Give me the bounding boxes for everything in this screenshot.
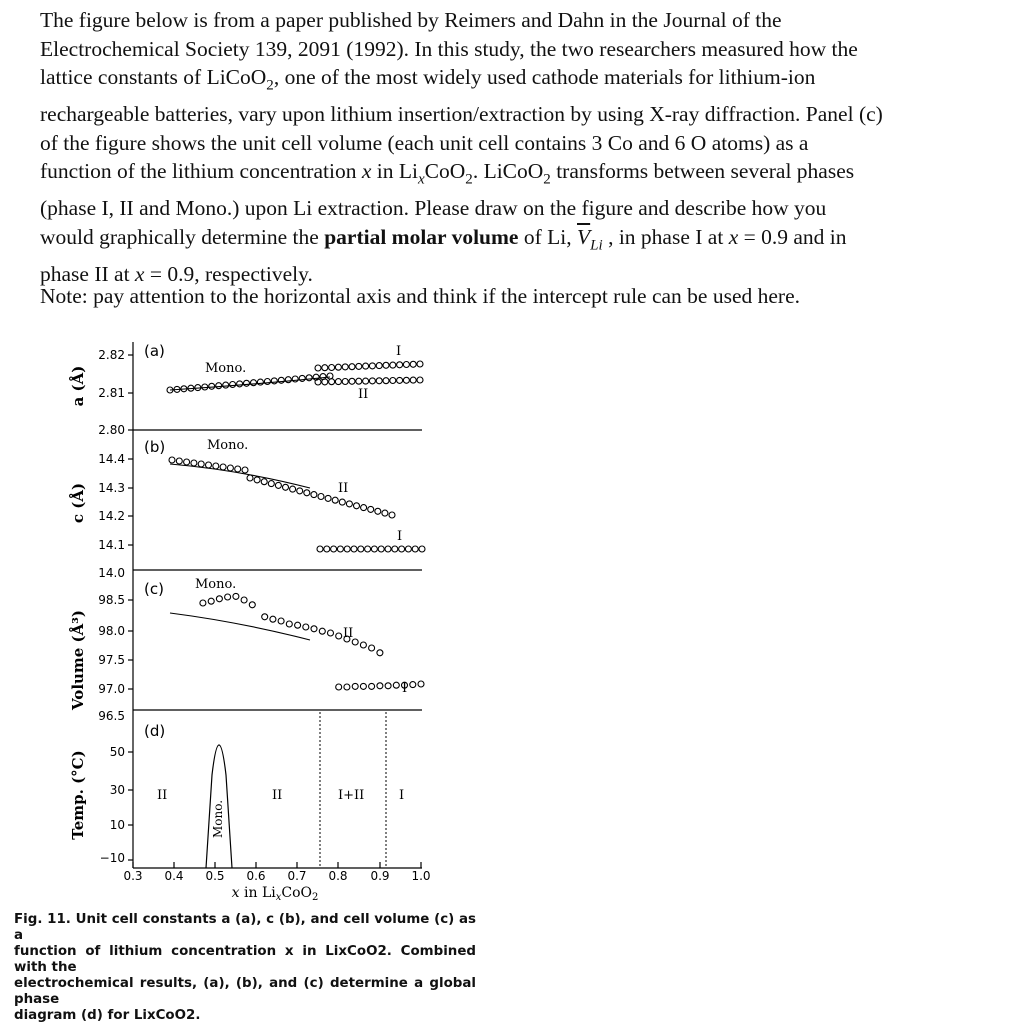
data-point-a	[397, 362, 403, 368]
data-point-a	[369, 378, 375, 384]
phase-label-mono: Mono.	[205, 361, 247, 376]
data-point-a	[356, 378, 362, 384]
data-point-a	[327, 373, 333, 379]
question-line: would graphically determine the partial molar volume of Li, $\overline{V}_{Li}$ , in phase I at x = 0.9 and in	[40, 224, 847, 254]
data-point-a	[292, 376, 298, 382]
data-point-b	[368, 506, 374, 512]
data-point-b	[227, 465, 233, 471]
data-point-b	[361, 505, 367, 511]
question-line: phase II at x = 0.9, respectively.	[40, 261, 313, 286]
data-point-a	[335, 379, 341, 385]
question-line: Electrochemical Society 139, 2091 (1992). In this study, the two researchers measured how the	[40, 36, 858, 61]
data-point-b	[412, 546, 418, 552]
question-line: The figure below is from a paper published by Reimers and Dahn in the Journal of the	[40, 8, 782, 32]
data-point-b	[311, 492, 317, 498]
data-point-b	[354, 503, 360, 509]
data-point-a	[244, 380, 250, 386]
x-tick: 0.6	[246, 869, 266, 883]
data-point-c	[295, 622, 301, 628]
a-tick: 2.81	[98, 386, 125, 400]
data-point-b	[184, 459, 190, 465]
data-point-b	[235, 466, 241, 472]
data-point-b	[275, 482, 281, 488]
phase-label-I-plus-II: I+II	[338, 788, 365, 803]
panel-label-b: (b)	[144, 438, 166, 456]
data-point-a	[363, 363, 369, 369]
data-point-c	[311, 626, 317, 632]
data-point-a	[390, 378, 396, 384]
data-point-b	[297, 488, 303, 494]
data-point-a	[342, 379, 348, 385]
data-point-c	[278, 618, 284, 624]
c-tick: 14.3	[98, 481, 125, 495]
data-point-c	[377, 650, 383, 656]
data-point-a	[363, 378, 369, 384]
data-point-a	[237, 381, 243, 387]
data-point-a	[306, 375, 312, 381]
lattice-figure	[0, 330, 480, 905]
phase-label-mono: Mono.	[207, 438, 249, 453]
c-tick: 14.2	[98, 509, 125, 523]
data-point-c	[336, 633, 342, 639]
data-point-b	[325, 495, 331, 501]
v-axis-label: Volume (Å³)	[69, 610, 87, 710]
data-point-b	[344, 546, 350, 552]
data-point-a	[417, 377, 423, 383]
x-tick: 0.7	[287, 869, 307, 883]
data-markers	[167, 361, 425, 690]
v-tick: 98.0	[98, 624, 125, 638]
t-tick: 50	[109, 745, 125, 759]
question-line: rechargeable batteries, vary upon lithium insertion/extraction by using X-ray diffraction. Panel (c)	[40, 102, 883, 127]
data-point-c	[369, 683, 375, 689]
caption-line: electrochemical results, (a), (b), and (c) determine a global phase	[14, 976, 476, 1007]
data-point-c	[216, 596, 222, 602]
data-point-c	[286, 621, 292, 627]
data-point-b	[254, 477, 260, 483]
data-point-b	[206, 462, 212, 468]
a-tick: 2.82	[98, 348, 125, 362]
data-point-b	[346, 501, 352, 507]
phase-label-I: I	[399, 788, 405, 803]
v-tick: 96.5	[98, 709, 125, 723]
data-point-c	[410, 682, 416, 688]
panel-label-a: (a)	[144, 342, 165, 360]
data-point-b	[337, 546, 343, 552]
note-text: Note: pay attention to the horizontal axis and think if the intercept rule can be used here.	[40, 284, 801, 308]
data-point-b	[268, 481, 274, 487]
phase-label-mono: Mono.	[211, 799, 225, 838]
data-point-a	[383, 378, 389, 384]
data-point-b	[261, 479, 267, 485]
data-point-c	[241, 597, 247, 603]
data-point-b	[176, 458, 182, 464]
caption-line: function of lithium concentration x in LixCoO2. Combined with the	[14, 944, 476, 975]
data-point-b	[339, 499, 345, 505]
figure-caption	[14, 912, 476, 1024]
data-point-b	[385, 546, 391, 552]
data-point-a	[322, 379, 328, 385]
phase-label-II: II	[272, 788, 283, 803]
phase-label-I: I	[396, 344, 402, 359]
data-point-c	[336, 684, 342, 690]
data-point-a	[329, 365, 335, 371]
data-point-b	[399, 546, 405, 552]
data-point-a	[356, 363, 362, 369]
data-point-a	[376, 378, 382, 384]
panel-label-c: (c)	[144, 580, 164, 598]
x-tick: 0.3	[123, 869, 143, 883]
data-point-a	[349, 364, 355, 370]
t-tick: 30	[109, 783, 125, 797]
panel-label-d: (d)	[144, 722, 166, 740]
data-point-a	[410, 377, 416, 383]
c-axis-label: c (Å)	[69, 482, 87, 524]
data-point-b	[419, 546, 425, 552]
x-tick: 1.0	[411, 869, 431, 883]
phase-label-II: II	[338, 481, 349, 496]
data-point-a	[230, 382, 236, 388]
data-point-b	[220, 464, 226, 470]
c-tick: 14.1	[98, 538, 125, 552]
data-point-a	[223, 382, 229, 388]
data-point-a	[369, 363, 375, 369]
t-tick: 10	[109, 818, 125, 832]
t-axis-label: Temp. (°C)	[69, 750, 87, 840]
trend-lines	[170, 377, 330, 640]
data-point-b	[351, 546, 357, 552]
question-line: (phase I, II and Mono.) upon Li extraction. Please draw on the figure and describe how you	[40, 196, 827, 221]
data-point-b	[371, 546, 377, 552]
data-point-a	[271, 378, 277, 384]
data-point-b	[213, 463, 219, 469]
data-point-a	[349, 378, 355, 384]
data-point-b	[332, 497, 338, 503]
data-point-a	[329, 379, 335, 385]
data-point-b	[317, 546, 323, 552]
x-tick: 0.5	[205, 869, 225, 883]
data-point-a	[390, 362, 396, 368]
data-point-c	[319, 628, 325, 634]
data-point-b	[405, 546, 411, 552]
c-tick: 14.0	[98, 566, 125, 580]
data-point-b	[375, 508, 381, 514]
data-point-a	[285, 377, 291, 383]
data-point-c	[262, 614, 268, 620]
data-point-b	[324, 546, 330, 552]
phase-label-II: II	[157, 788, 168, 803]
caption-line: diagram (d) for LixCoO2.	[14, 1008, 201, 1023]
question-line: lattice constants of LiCoO$_2$, one of the most widely used cathode materials for lithium-ion	[40, 65, 816, 94]
a-tick: 2.80	[98, 423, 125, 437]
data-point-a	[264, 379, 270, 385]
data-point-c	[352, 639, 358, 645]
data-point-c	[249, 602, 255, 608]
data-point-a	[342, 364, 348, 370]
data-point-b	[382, 510, 388, 516]
data-point-b	[283, 484, 289, 490]
data-point-a	[383, 362, 389, 368]
a-axis-label: a (Å)	[69, 365, 87, 407]
t-tick: −10	[99, 851, 125, 865]
data-point-a	[403, 377, 409, 383]
data-point-c	[270, 616, 276, 622]
data-point-a	[216, 383, 222, 389]
data-point-b	[304, 490, 310, 496]
x-axis-label: x in $Li_xCoO_2$	[231, 885, 319, 903]
data-point-b	[331, 546, 337, 552]
data-point-c	[369, 645, 375, 651]
data-point-b	[191, 460, 197, 466]
question-text	[40, 6, 1015, 288]
data-point-b	[318, 494, 324, 500]
phase-label-mono: Mono.	[195, 577, 237, 592]
data-point-b	[290, 486, 296, 492]
data-point-a	[299, 375, 305, 381]
data-point-a	[315, 365, 321, 371]
data-point-a	[251, 380, 257, 386]
x-tick: 0.9	[370, 869, 390, 883]
v-tick: 97.0	[98, 682, 125, 696]
data-point-a	[257, 379, 263, 385]
data-point-a	[209, 383, 215, 389]
data-point-c	[225, 594, 231, 600]
data-point-c	[360, 683, 366, 689]
data-point-a	[410, 361, 416, 367]
data-point-a	[417, 361, 423, 367]
data-point-a	[397, 377, 403, 383]
data-point-a	[403, 362, 409, 368]
data-point-b	[242, 467, 248, 473]
question-line: function of the lithium concentration x in $Li_xCoO_2$. LiCoO$_2$ transforms between several phases	[40, 159, 855, 188]
data-point-c	[360, 642, 366, 648]
data-point-c	[352, 683, 358, 689]
data-point-c	[303, 624, 309, 630]
data-point-c	[200, 600, 206, 606]
data-point-c	[385, 683, 391, 689]
data-point-b	[247, 475, 253, 481]
data-point-b	[169, 457, 175, 463]
data-point-c	[344, 684, 350, 690]
data-point-a	[322, 365, 328, 371]
data-point-b	[378, 546, 384, 552]
data-point-b	[389, 512, 395, 518]
data-point-c	[418, 681, 424, 687]
v-tick: 97.5	[98, 653, 125, 667]
phase-label-I: I	[402, 681, 408, 696]
c-tick: 14.4	[98, 452, 125, 466]
data-point-c	[377, 683, 383, 689]
phase-label-II: II	[343, 626, 354, 641]
data-point-a	[335, 364, 341, 370]
data-point-c	[393, 682, 399, 688]
data-point-b	[365, 546, 371, 552]
phase-label-II: II	[358, 387, 369, 402]
x-tick: 0.8	[328, 869, 348, 883]
caption-line: Fig. 11. Unit cell constants a (a), c (b), and cell volume (c) as a	[14, 912, 476, 943]
v-tick: 98.5	[98, 593, 125, 607]
data-point-c	[208, 598, 214, 604]
data-point-c	[328, 630, 334, 636]
data-point-a	[278, 377, 284, 383]
x-tick: 0.4	[164, 869, 184, 883]
data-point-b	[392, 546, 398, 552]
data-point-a	[376, 363, 382, 369]
phase-label-I: I	[397, 529, 403, 544]
data-point-c	[233, 593, 239, 599]
question-line: of the figure shows the unit cell volume (each unit cell contains 3 Co and 6 O atoms) as a	[40, 130, 809, 155]
data-point-b	[198, 461, 204, 467]
data-point-b	[358, 546, 364, 552]
